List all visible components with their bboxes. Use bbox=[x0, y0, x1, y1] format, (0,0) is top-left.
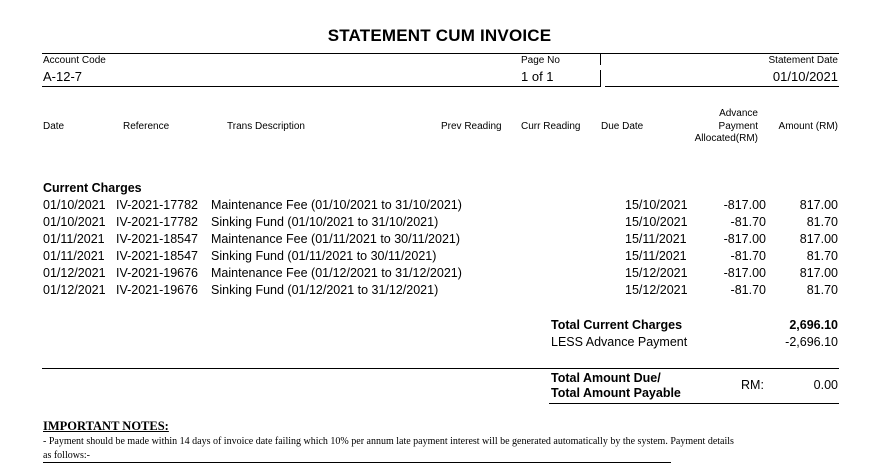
row-amount: 81.70 bbox=[806, 215, 838, 229]
row-date: 01/11/2021 bbox=[43, 249, 105, 263]
statement-date-label: Statement Date bbox=[768, 55, 838, 66]
col-reference: Reference bbox=[123, 121, 170, 132]
header-divider-bottom bbox=[600, 70, 601, 87]
row-amount: 81.70 bbox=[806, 283, 838, 297]
row-reference: IV-2021-17782 bbox=[116, 198, 199, 212]
important-notes-line1: - Payment should be made within 14 days of invoice date failing which 10% per annum late payment interest will be generated automatically by the system. Payment details bbox=[43, 436, 734, 447]
row-advance: -817.00 bbox=[723, 198, 766, 212]
row-amount: 817.00 bbox=[799, 232, 838, 246]
row-reference: IV-2021-18547 bbox=[116, 232, 199, 246]
row-advance: -81.70 bbox=[730, 215, 766, 229]
col-due-date: Due Date bbox=[601, 121, 644, 132]
row-advance: -817.00 bbox=[723, 232, 766, 246]
row-description: Sinking Fund (01/12/2021 to 31/12/2021) bbox=[211, 283, 439, 297]
account-code-value: A-12-7 bbox=[43, 69, 83, 84]
row-description: Maintenance Fee (01/11/2021 to 30/11/2021) bbox=[211, 232, 461, 246]
col-date: Date bbox=[43, 121, 65, 132]
row-due-date: 15/10/2021 bbox=[625, 198, 688, 212]
row-due-date: 15/10/2021 bbox=[625, 215, 688, 229]
row-date: 01/10/2021 bbox=[43, 215, 106, 229]
statement-date-value: 01/10/2021 bbox=[772, 69, 838, 84]
less-advance-payment-value: -2,696.10 bbox=[785, 335, 838, 349]
row-due-date: 15/12/2021 bbox=[625, 283, 688, 297]
row-due-date: 15/11/2021 bbox=[625, 249, 687, 263]
header-divider-top bbox=[600, 53, 601, 65]
row-description: Maintenance Fee (01/12/2021 to 31/12/2021) bbox=[211, 266, 462, 280]
col-amount: Amount (RM) bbox=[778, 121, 838, 132]
total-current-charges-value: 2,696.10 bbox=[789, 318, 838, 332]
row-reference: IV-2021-19676 bbox=[116, 266, 199, 280]
col-advance-line2: Payment bbox=[718, 121, 758, 132]
row-advance: -81.70 bbox=[730, 283, 766, 297]
header-bottom-rule-right bbox=[605, 86, 839, 87]
row-due-date: 15/11/2021 bbox=[625, 232, 687, 246]
col-trans-description: Trans Description bbox=[227, 121, 305, 132]
total-amount-due-label: Total Amount Due/ bbox=[551, 371, 661, 385]
row-amount: 817.00 bbox=[799, 266, 838, 280]
col-advance-line3: Allocated(RM) bbox=[694, 133, 758, 144]
row-description: Sinking Fund (01/11/2021 to 30/11/2021) bbox=[211, 249, 437, 263]
row-reference: IV-2021-17782 bbox=[116, 215, 199, 229]
rm-label: RM: bbox=[741, 378, 764, 392]
row-date: 01/11/2021 bbox=[43, 232, 105, 246]
row-date: 01/12/2021 bbox=[43, 283, 106, 297]
col-advance-line1: Advance bbox=[719, 108, 758, 119]
row-reference: IV-2021-18547 bbox=[116, 249, 199, 263]
important-notes-line2: as follows:- bbox=[43, 450, 90, 461]
col-curr-reading: Curr Reading bbox=[521, 121, 581, 132]
row-amount: 81.70 bbox=[806, 249, 838, 263]
row-date: 01/10/2021 bbox=[43, 198, 106, 212]
page-no-value: 1 of 1 bbox=[521, 69, 554, 84]
row-due-date: 15/12/2021 bbox=[625, 266, 688, 280]
row-reference: IV-2021-19676 bbox=[116, 283, 199, 297]
row-description: Maintenance Fee (01/10/2021 to 31/10/2021) bbox=[211, 198, 462, 212]
row-amount: 817.00 bbox=[799, 198, 838, 212]
important-notes-heading: IMPORTANT NOTES: bbox=[43, 419, 169, 433]
account-code-label: Account Code bbox=[43, 55, 106, 66]
header-bottom-rule-left bbox=[42, 86, 600, 87]
document-title: STATEMENT CUM INVOICE bbox=[327, 26, 552, 45]
page-no-label: Page No bbox=[521, 55, 560, 66]
totals-bottom-rule bbox=[549, 403, 839, 404]
row-date: 01/12/2021 bbox=[43, 266, 106, 280]
row-advance: -817.00 bbox=[723, 266, 766, 280]
total-amount-payable-label: Total Amount Payable bbox=[551, 386, 681, 400]
current-charges-label: Current Charges bbox=[43, 181, 142, 195]
notes-underline bbox=[43, 462, 671, 463]
row-description: Sinking Fund (01/10/2021 to 31/10/2021) bbox=[211, 215, 439, 229]
row-advance: -81.70 bbox=[730, 249, 766, 263]
header-top-rule bbox=[42, 53, 839, 54]
total-amount-due-value: 0.00 bbox=[813, 378, 838, 392]
col-prev-reading: Prev Reading bbox=[441, 121, 502, 132]
totals-rule bbox=[42, 368, 839, 369]
less-advance-payment-label: LESS Advance Payment bbox=[551, 335, 688, 349]
total-current-charges-label: Total Current Charges bbox=[551, 318, 683, 332]
